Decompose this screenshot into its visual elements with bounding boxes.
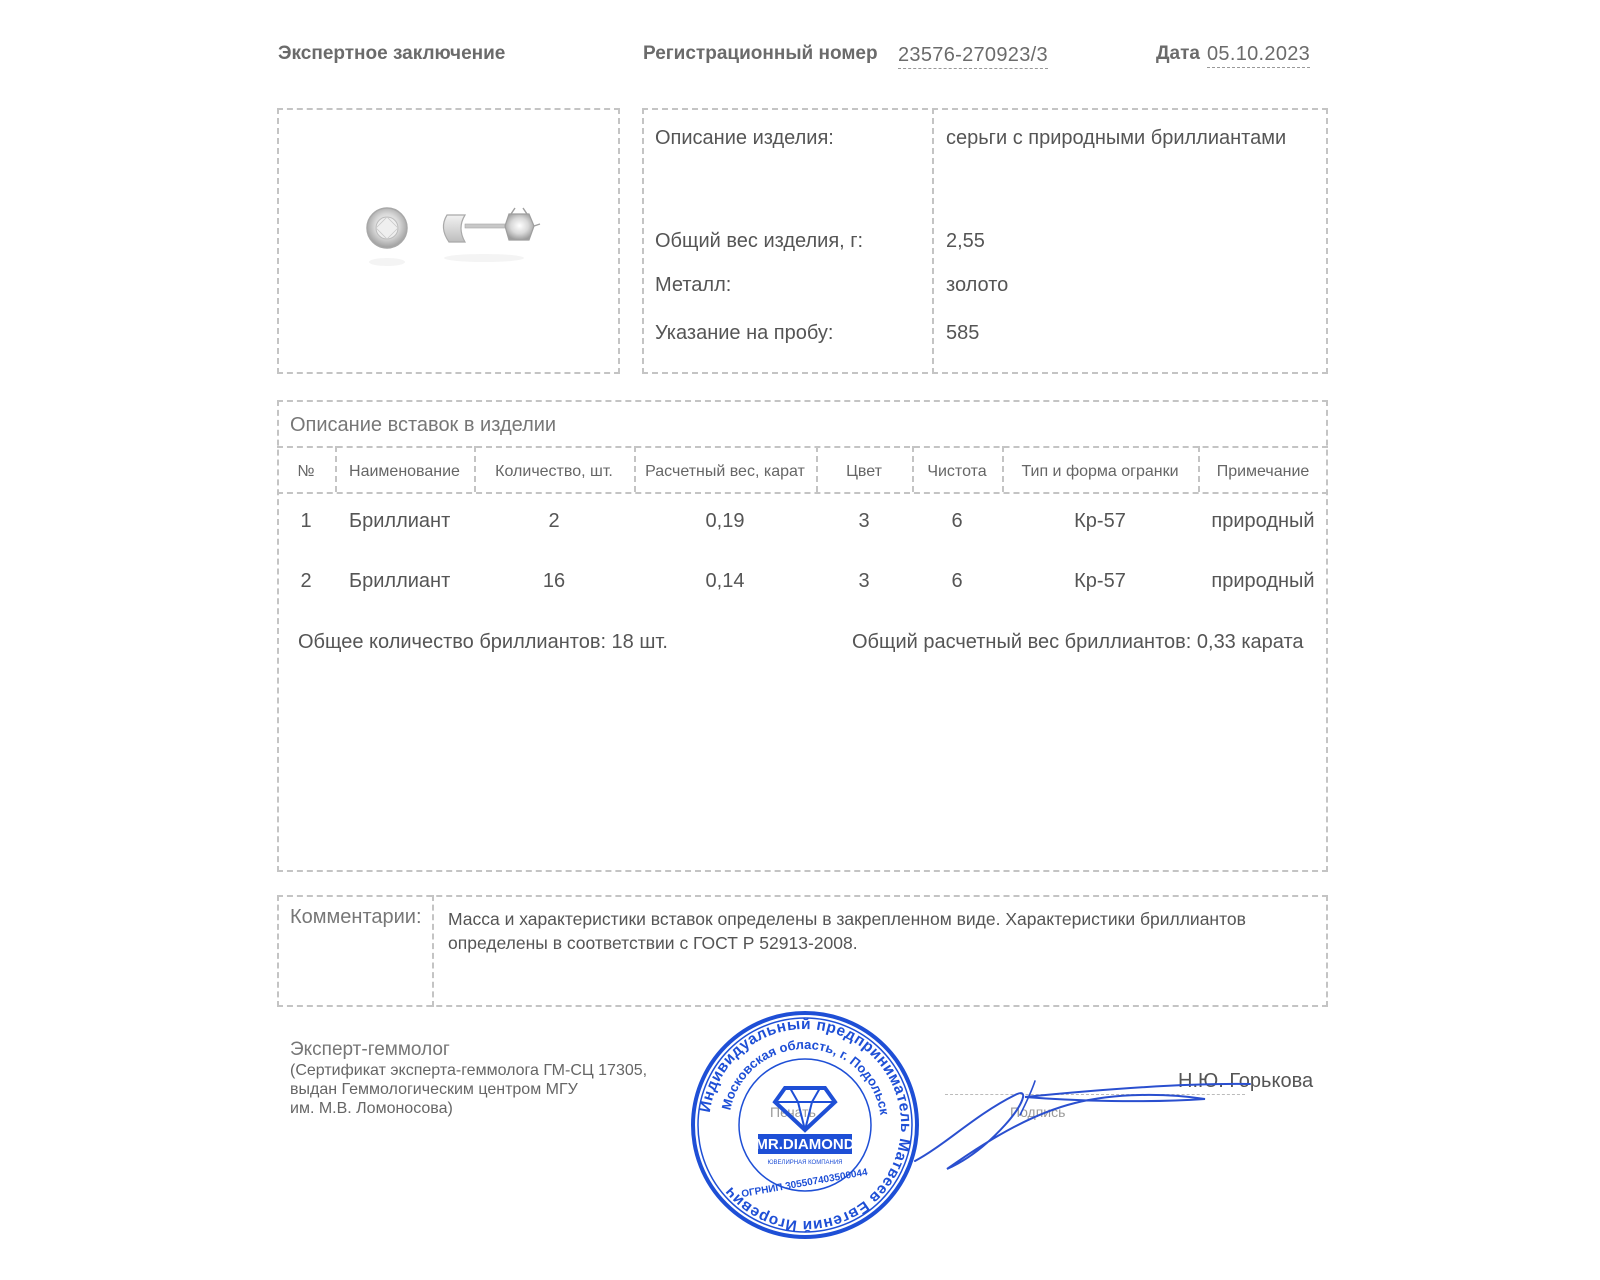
signature-label: Подпись bbox=[1010, 1104, 1066, 1120]
row-clarity: 6 bbox=[951, 510, 963, 532]
col-header-cut: Тип и форма огранки bbox=[1021, 463, 1179, 480]
col-header-name: Наименование bbox=[349, 463, 460, 480]
comments-text bbox=[448, 907, 1246, 955]
product-photo-box bbox=[277, 108, 620, 374]
metal-label: Металл: bbox=[655, 274, 732, 296]
hallmark-label: Указание на пробу: bbox=[655, 322, 834, 344]
seal-inner-text: Московская область, г. Подольск bbox=[718, 1036, 893, 1116]
diamond-icon bbox=[775, 1088, 835, 1130]
total-weight-label: Общий вес изделия, г: bbox=[655, 230, 864, 252]
comments-line: определены в соответствии с ГОСТ Р 52913-2008. bbox=[448, 933, 858, 953]
expert-certificate bbox=[290, 1061, 647, 1118]
seal-brand-sub: ЮВЕЛИРНАЯ КОМПАНИЯ bbox=[767, 1160, 843, 1166]
col-header-weight: Расчетный вес, карат bbox=[645, 463, 805, 480]
total-weight-value: 2,55 bbox=[946, 230, 985, 252]
expert-name: Н.Ю. Горькова bbox=[1178, 1070, 1314, 1092]
date-value: 05.10.2023 bbox=[1207, 43, 1310, 68]
row-name: Бриллиант bbox=[349, 510, 451, 532]
row-clarity: 6 bbox=[951, 570, 963, 592]
row-cut: Кр-57 bbox=[1074, 510, 1126, 532]
col-header-color: Цвет bbox=[846, 463, 882, 480]
comments-line: Масса и характеристики вставок определены в закрепленном виде. Характеристики бриллиантов bbox=[448, 909, 1246, 929]
row-note: природный bbox=[1211, 570, 1315, 592]
row-number: 1 bbox=[300, 510, 312, 532]
company-seal bbox=[690, 1010, 920, 1240]
certificate-line: им. М.В. Ломоносова) bbox=[290, 1100, 453, 1117]
earrings-image bbox=[279, 110, 618, 372]
comments-divider bbox=[432, 895, 434, 1007]
certificate-line: (Сертификат эксперта-геммолога ГМ-СЦ 17305, bbox=[290, 1062, 648, 1079]
item-divider bbox=[932, 108, 934, 374]
signature-scribble bbox=[905, 1075, 1255, 1185]
comments-label: Комментарии: bbox=[290, 906, 422, 928]
item-description-label: Описание изделия: bbox=[655, 127, 834, 149]
seal-brand: MR.DIAMOND bbox=[755, 1136, 855, 1153]
item-description-value: серьги с природными бриллиантами bbox=[946, 127, 1287, 149]
row-quantity: 2 bbox=[548, 510, 560, 532]
row-quantity: 16 bbox=[542, 570, 566, 592]
expert-title: Эксперт-геммолог bbox=[290, 1039, 450, 1060]
col-header-note: Примечание bbox=[1216, 463, 1310, 480]
row-name: Бриллиант bbox=[349, 570, 451, 592]
total-diamond-weight: Общий расчетный вес бриллиантов: 0,33 карата bbox=[852, 631, 1304, 653]
seal-label: Печать bbox=[770, 1104, 816, 1120]
col-header-quantity: Количество, шт. bbox=[495, 463, 613, 480]
seal-ogrnip: ОГРНИП 305507403500044 bbox=[740, 1167, 869, 1201]
table-header-bottom-line bbox=[277, 492, 1328, 494]
date-label: Дата bbox=[1156, 43, 1200, 64]
row-cut: Кр-57 bbox=[1074, 570, 1126, 592]
row-color: 3 bbox=[858, 510, 870, 532]
reg-number-label: Регистрационный номер bbox=[643, 43, 878, 64]
col-header-number: № bbox=[297, 463, 315, 480]
certificate-line: выдан Геммологическим центром МГУ bbox=[290, 1081, 578, 1098]
col-header-clarity: Чистота bbox=[927, 463, 987, 480]
seal-outer-text: Индивидуальный предприниматель Матвеев Евгений Игоревич bbox=[696, 1015, 915, 1235]
row-note: природный bbox=[1211, 510, 1315, 532]
row-weight: 0,14 bbox=[705, 570, 745, 592]
hallmark-value: 585 bbox=[946, 322, 980, 344]
total-diamond-count: Общее количество бриллиантов: 18 шт. bbox=[298, 631, 668, 653]
doc-title: Экспертное заключение bbox=[278, 43, 506, 64]
reg-number-value: 23576-270923/3 bbox=[898, 44, 1048, 69]
row-color: 3 bbox=[858, 570, 870, 592]
inserts-title: Описание вставок в изделии bbox=[290, 414, 557, 436]
row-weight: 0,19 bbox=[705, 510, 745, 532]
table-header-top-line bbox=[277, 446, 1328, 448]
row-number: 2 bbox=[300, 570, 312, 592]
metal-value: золото bbox=[946, 274, 1009, 296]
